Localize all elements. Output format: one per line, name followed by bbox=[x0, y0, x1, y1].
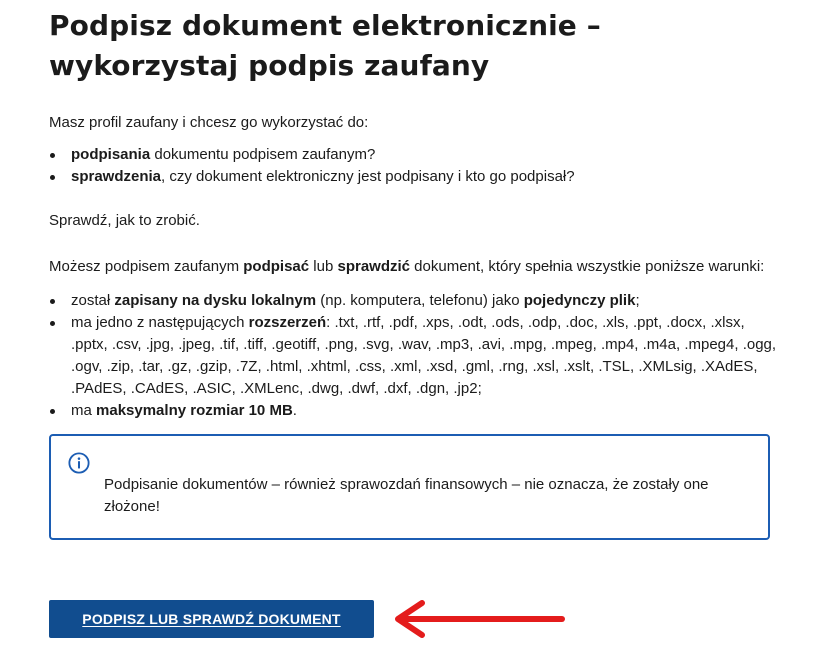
list-item-bold: sprawdzenia bbox=[71, 168, 162, 185]
red-arrow-left-icon bbox=[390, 598, 568, 640]
requirement-bold: zapisany na dysku lokalnym bbox=[114, 292, 317, 309]
sign-or-check-document-button[interactable]: PODPISZ LUB SPRAWDŹ DOKUMENT bbox=[49, 600, 374, 638]
requirement-text: został bbox=[71, 292, 115, 309]
requirement-text: . bbox=[292, 402, 297, 419]
requirement-local-file bbox=[49, 290, 779, 312]
intro-text: Masz profil zaufany i chcesz go wykorzystać do: bbox=[49, 114, 369, 131]
list-item-bold: podpisania bbox=[71, 146, 151, 163]
requirement-bold: rozszerzeń bbox=[248, 314, 327, 331]
list-item-text: , czy dokument elektroniczny jest podpisany i kto go podpisał? bbox=[161, 168, 575, 185]
conditions-part2: lub bbox=[309, 258, 338, 275]
requirement-text: ma jedno z następujących bbox=[71, 314, 249, 331]
requirement-extensions bbox=[49, 312, 779, 400]
requirement-text: ma bbox=[71, 402, 97, 419]
info-box bbox=[49, 434, 770, 540]
requirement-text: ; bbox=[635, 292, 640, 309]
main-content bbox=[49, 0, 779, 540]
requirement-text: : .txt, .rtf, .pdf, .xps, .odt, .ods, .odp, .doc, .xls, .ppt, .docx, .xlsx, .pptx, .csv, .jpg, .jpeg, .tif, .tiff, .geotiff, .png, .svg, .wav, .mp3, .avi, .mpg, .mpeg, .mp4, .m4a, .mpeg4, .ogg, .ogv, .zip, .tar, .gz, .gzip, .7Z, .html, .xhtml, .css, .xml, .xsd, .gml, .rng, .xsl, .xslt, .TSL, .XMLsig, .XAdES, .PAdES, .CAdES, .ASIC, .XMLenc, .dwg, .dwf, .dxf, .dgn, .jp2; bbox=[71, 314, 777, 397]
conditions-bold-check: sprawdzić bbox=[337, 258, 411, 275]
info-box-text: Podpisanie dokumentów – również sprawozdań finansowych – nie oznacza, że zostały one złożone! bbox=[104, 476, 709, 515]
conditions-text bbox=[49, 256, 779, 278]
howto-text: Sprawdź, jak to zrobić. bbox=[49, 212, 200, 229]
uses-list bbox=[49, 144, 779, 188]
list-item bbox=[49, 144, 779, 166]
requirements-list bbox=[49, 290, 779, 422]
list-item-text: dokumentu podpisem zaufanym? bbox=[150, 146, 376, 163]
conditions-bold-sign: podpisać bbox=[243, 258, 310, 275]
requirement-max-size bbox=[49, 400, 779, 422]
requirement-bold: pojedynczy plik bbox=[523, 292, 636, 309]
info-circle-icon bbox=[68, 452, 90, 474]
requirement-text: (np. komputera, telefonu) jako bbox=[316, 292, 524, 309]
page-title: Podpisz dokument elektronicznie – wykorzystaj podpis zaufany bbox=[49, 9, 601, 82]
requirement-bold: maksymalny rozmiar 10 MB bbox=[96, 402, 293, 419]
conditions-part1: Możesz podpisem zaufanym bbox=[49, 258, 244, 275]
conditions-part3: dokument, który spełnia wszystkie poniższe warunki: bbox=[410, 258, 765, 275]
list-item bbox=[49, 166, 779, 188]
